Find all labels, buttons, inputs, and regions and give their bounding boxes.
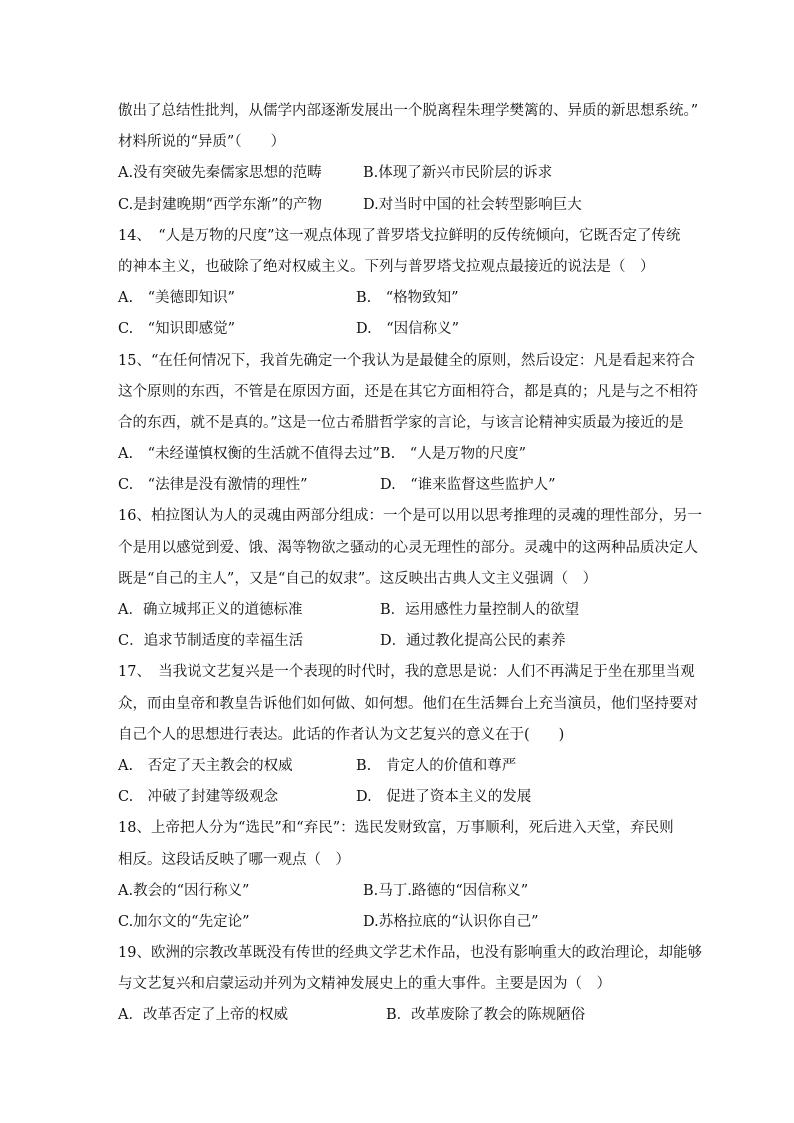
question-16-option-d[interactable]: D．通过教化提高公民的素养 <box>380 633 566 650</box>
question-13-options-row-2 <box>118 190 678 221</box>
question-16-line-3: 既是“自己的主人”，又是“自己的奴隶”。这反映出古典人文主义强调（ ） <box>118 570 598 587</box>
question-17 <box>118 657 698 813</box>
question-16-line-2: 个是用以感觉到爱、饿、渴等物欲之骚动的心灵无理性的部分。灵魂中的这两种品质决定人 <box>118 539 698 556</box>
question-14-options-row-2 <box>118 314 678 345</box>
question-18-line-2: 相反。这段话反映了哪一观点（ ） <box>118 851 350 868</box>
question-13-option-a[interactable]: A.没有突破先秦儒家思想的范畴 <box>118 165 322 182</box>
question-14-line-1: 14、 “人是万物的尺度”这一观点体现了普罗塔戈拉鲜明的反传统倾向，它既否定了传统 <box>118 227 681 244</box>
question-17-option-c[interactable]: C. 冲破了封建等级观念 <box>118 789 279 806</box>
question-15-line-1: 15、“在任何情况下，我首先确定一个我认为是最健全的原则，然后设定：凡是看起来符合 <box>118 352 695 369</box>
question-14-option-a[interactable]: A. “美德即知识” <box>118 290 235 307</box>
question-13-option-b[interactable]: B.体现了新兴市民阶层的诉求 <box>363 165 553 182</box>
question-15-options-row-1 <box>118 439 678 470</box>
question-17-line-1: 17、 当我说文艺复兴是一个表现的时代时，我的意思是说：人们不再满足于坐在那里当观 <box>118 664 695 681</box>
question-15-option-a[interactable]: A. “未经谨慎权衡的生活就不值得去过” <box>118 446 380 463</box>
question-18-option-d[interactable]: D.苏格拉底的“认识你自己” <box>363 913 539 930</box>
question-16-options-row-1 <box>118 595 678 626</box>
question-13-line-2: 材料所说的“异质”（ ） <box>118 134 286 151</box>
question-18-line-1: 18、上帝把人分为“选民”和“弃民”：选民发财致富，万事顺利，死后进入天堂，弃民则 <box>118 820 674 837</box>
question-15-option-c[interactable]: C. “法律是没有激情的理性” <box>118 477 308 494</box>
question-14-line-2: 的神本主义，也破除了绝对权威主义。下列与普罗塔戈拉观点最接近的说法是（ ） <box>118 258 655 275</box>
question-14 <box>118 221 681 346</box>
question-19-line-1: 19、欧洲的宗教改革既没有传世的经典文学艺术作品，也没有影响重大的政治理论，却能够 <box>118 945 702 962</box>
question-18 <box>118 813 678 938</box>
question-16 <box>118 501 702 657</box>
question-16-options-row-2 <box>118 626 678 657</box>
question-17-option-b[interactable]: B. 肯定人的价值和尊严 <box>356 757 517 774</box>
question-18-option-a[interactable]: A.教会的“因行称义” <box>118 882 250 899</box>
question-19-option-a[interactable]: A．改革否定了上帝的权威 <box>118 1007 288 1024</box>
question-14-options-row-1 <box>118 283 678 314</box>
question-13 <box>118 96 699 221</box>
question-15 <box>118 346 698 502</box>
question-17-line-2: 众，而由皇帝和教皇告诉他们如何做、如何想。他们在生活舞台上充当演员，他们坚持要对 <box>118 695 698 712</box>
question-13-line-1: 傲出了总结性批判，从儒学内部逐渐发展出一个脱离程朱理学樊篱的、异质的新思想系统。” <box>118 103 699 119</box>
question-14-option-b[interactable]: B. “格物致知” <box>356 290 459 307</box>
question-18-option-b[interactable]: B.马丁.路德的“因信称义” <box>363 882 529 899</box>
question-14-option-c[interactable]: C. “知识即感觉” <box>118 321 236 338</box>
question-18-option-c[interactable]: C.加尔文的“先定论” <box>118 913 250 930</box>
question-19-option-b[interactable]: B．改革废除了教会的陈规陋俗 <box>386 1007 586 1024</box>
question-16-option-b[interactable]: B．运用感性力量控制人的欲望 <box>380 602 580 618</box>
question-17-options-row-2 <box>118 782 678 813</box>
question-13-option-c[interactable]: C.是封建晚期“西学东渐”的产物 <box>118 196 323 213</box>
question-19 <box>118 938 702 1032</box>
question-15-options-row-2 <box>118 470 678 501</box>
question-13-options-row-1 <box>118 158 678 189</box>
page-content <box>118 96 702 1032</box>
question-17-option-a[interactable]: A. 否定了天主教会的权威 <box>118 757 293 774</box>
question-16-option-a[interactable]: A．确立城邦正义的道德标准 <box>118 602 303 618</box>
question-19-options-row-1 <box>118 1000 678 1031</box>
question-15-line-3: 合的东西，就不是真的。”这是一位古希腊哲学家的言论，与该言论精神实质最为接近的是 <box>118 414 684 431</box>
question-13-option-d[interactable]: D.对当时中国的社会转型影响巨大 <box>363 196 582 213</box>
question-17-options-row-1 <box>118 751 678 782</box>
question-15-line-2: 这个原则的东西，不管是在原因方面，还是在其它方面相符合，都是真的；凡是与之不相符 <box>118 383 698 400</box>
question-17-option-d[interactable]: D. 促进了资本主义的发展 <box>356 789 532 806</box>
question-14-option-d[interactable]: D. “因信称义” <box>356 321 460 338</box>
question-15-option-d[interactable]: D. “谁来监督这些监护人” <box>380 477 556 494</box>
question-18-options-row-1 <box>118 876 678 907</box>
question-18-options-row-2 <box>118 907 678 938</box>
question-19-line-2: 与文艺复兴和启蒙运动并列为文精神发展史上的重大事件。主要是因为（ ） <box>118 976 611 993</box>
question-15-option-b[interactable]: B. “人是万物的尺度” <box>380 446 527 463</box>
question-16-option-c[interactable]: C．追求节制适度的幸福生活 <box>118 633 304 650</box>
question-16-line-1: 16、柏拉图认为人的灵魂由两部分组成：一个是可以用以思考推理的灵魂的理性部分，另一 <box>118 508 702 525</box>
question-17-line-3: 自己个人的思想进行表达。此话的作者认为文艺复兴的意义在于( ) <box>118 726 565 743</box>
